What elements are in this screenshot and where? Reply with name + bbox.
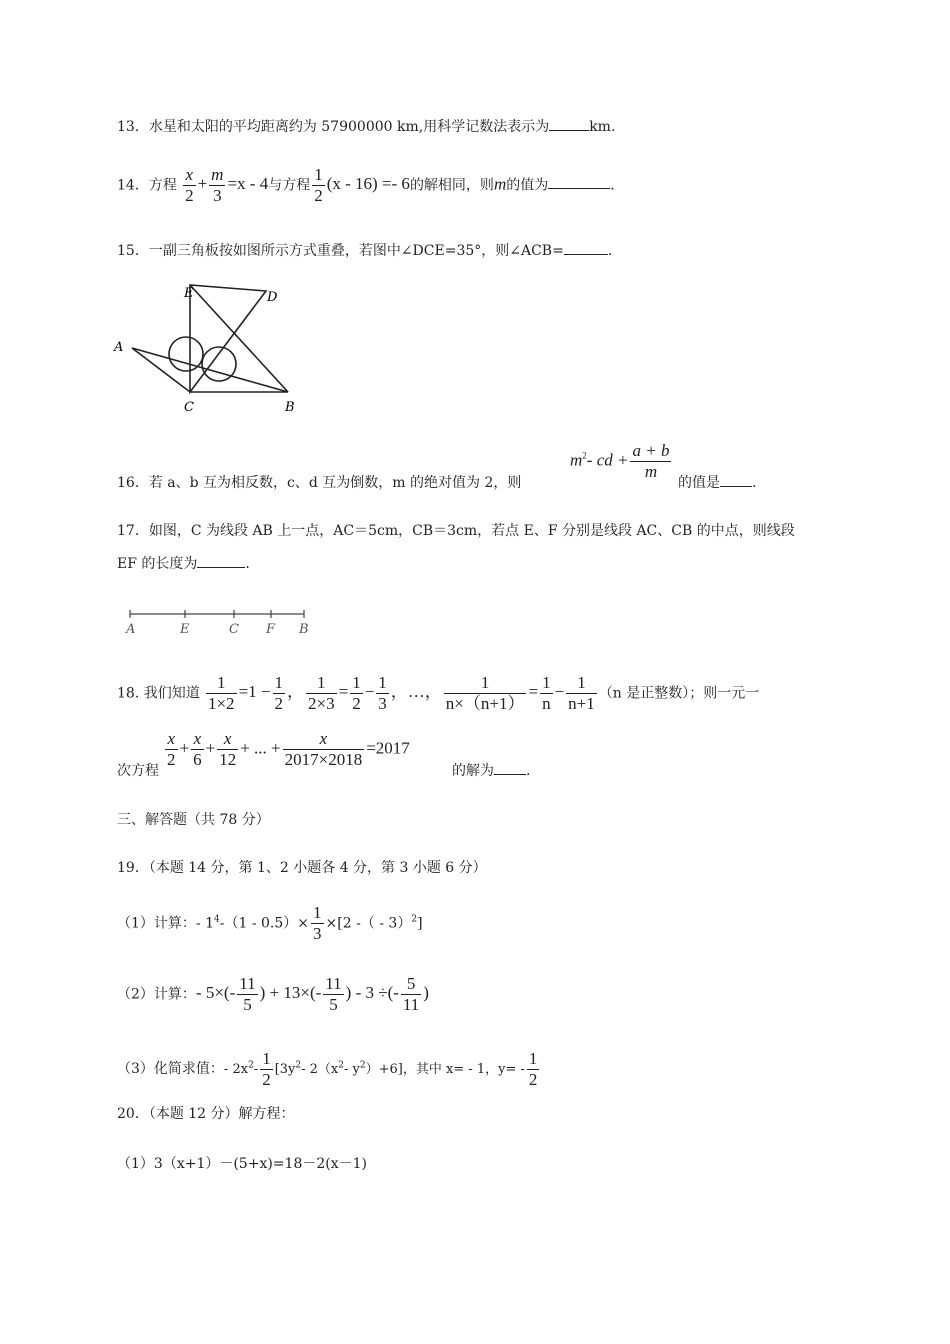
fraction-1-over-2: $\frac{1}{2}$ <box>314 165 323 205</box>
question-18-line-1: 18. 我们知道 $\frac{1}{1\times 2}$ =1 − $\frac{1}{2}$ ， $\frac{1}{2\times 3}$ = $\frac{1}{2}$ − $\frac{1}{3}$ ，…， $\frac{1}{n\times(n+1)}$ = $\frac{1}{n}$ − $\frac{1}{n+1}$ （n 是正整数）；则一元一 <box>117 673 760 713</box>
angle-arc-right <box>202 347 236 381</box>
label-D: D <box>267 290 278 305</box>
question-text: 我们知道 <box>143 685 200 702</box>
fraction-a-plus-b-over-m: $\frac{a + b}{m}$ <box>632 441 670 481</box>
label-E: E <box>184 286 194 301</box>
segment-figure <box>118 605 318 637</box>
question-13 <box>117 116 615 136</box>
question-text: 一副三角板按如图所示方式重叠，若图中∠DCE=35°，则∠ACB= <box>148 243 564 259</box>
label-B: B <box>285 400 295 415</box>
question-16 <box>117 472 521 492</box>
unit-text: km. <box>589 119 616 135</box>
q16-tail: 的值是 . <box>678 475 757 491</box>
question-19-part-2: （2）计算：- 5×(- $\frac{11}{5}$ ) + 13×(- $\frac{11}{5}$ ) - 3 ÷(- $\frac{5}{11}$ ) <box>117 974 429 1014</box>
q18-equation: $\frac{x}{2}$ + $\frac{x}{6}$ + $\frac{x}{12}$ + ... + $\frac{x}{2017\times 2018}$ =2017 <box>167 729 410 769</box>
point-label-A: A <box>126 622 136 637</box>
question-text: 方程 <box>148 177 177 194</box>
answer-blank <box>720 485 752 487</box>
question-19-part-3: （3）化简求值：- $2x^2-$ $\frac{1}{2}$ [$3y^2-$ $2(x^2-$ $y^2)+6$]，其中 x= - 1，y= - $\frac{1}{2}$ <box>117 1049 538 1089</box>
question-number: 13． <box>117 119 149 135</box>
section-heading: 三、解答题（共 78 分） <box>117 812 270 828</box>
question-number: 16． <box>117 475 149 491</box>
fraction-x-over-2: $\frac{x}{2}$ <box>185 165 194 205</box>
question-text: 水星和太阳的平均距离约为 57900000 km,用科学记数法表示为 <box>148 119 550 135</box>
question-15: 15．一副三角板按如图所示方式重叠，若图中∠DCE=35°，则∠ACB= . <box>117 243 613 259</box>
point-label-E: E <box>180 622 190 637</box>
question-number: 15． <box>117 243 149 259</box>
label-C: C <box>184 400 194 415</box>
question-text: EF 的长度为 <box>117 556 198 572</box>
question-14: 14．方程 $\frac{x}{2}$ + $\frac{m}{3}$ =x - 4与方程 $\frac{1}{2}$ (x - 16) =- 6的解相同，则m的值为 . <box>117 165 615 205</box>
question-number: 14． <box>117 177 149 194</box>
question-18-line-2-label: 次方程 <box>117 763 159 779</box>
label-A: A <box>114 340 124 355</box>
fraction-m-over-3: $\frac{m}{3}$ <box>211 165 224 205</box>
answer-blank <box>197 566 245 568</box>
question-19-title: 19．（本题 14 分，第 1、2 小题各 4 分，第 3 小题 6 分） <box>117 860 487 876</box>
q16-expression: $m^2-$ cd + $\frac{a + b}{m}$ <box>570 441 670 481</box>
question-text: 若 a、b 互为相反数，c、d 互为倒数，m 的绝对值为 2，则 <box>148 475 522 491</box>
angle-arc-left <box>169 337 203 371</box>
triangle-set-figure <box>108 275 308 420</box>
answer-blank <box>549 129 589 131</box>
point-label-F: F <box>266 622 276 637</box>
question-number: 18. <box>117 685 140 702</box>
question-text: 如图，C 为线段 AB 上一点，AC＝5cm，CB＝3cm，若点 E、F 分别是线段 AC、CB 的中点，则线段 <box>148 523 795 539</box>
question-17-line-1 <box>117 520 795 540</box>
answer-blank <box>564 253 608 255</box>
question-number: 17． <box>117 523 149 539</box>
answer-blank <box>494 773 526 775</box>
answer-blank <box>548 187 610 189</box>
point-label-B: B <box>299 622 309 637</box>
q18-tail: 的解为 . <box>452 763 531 779</box>
question-19-part-1: （1）计算：- $1^4-(1 - 0.5)\times$ $\frac{1}{3}$ ×[2 -（ - 3）$^2$] <box>117 903 423 943</box>
question-20-part-1: （1）3（x+1）－(5+x)=18－2(x－1) <box>117 1156 367 1172</box>
point-label-C: C <box>229 622 239 637</box>
triangle-dce-side <box>190 285 266 392</box>
triangle-acb <box>132 348 288 392</box>
question-20-title: 20．（本题 12 分）解方程： <box>117 1106 295 1122</box>
question-17-line-2: EF 的长度为 . <box>117 556 250 572</box>
